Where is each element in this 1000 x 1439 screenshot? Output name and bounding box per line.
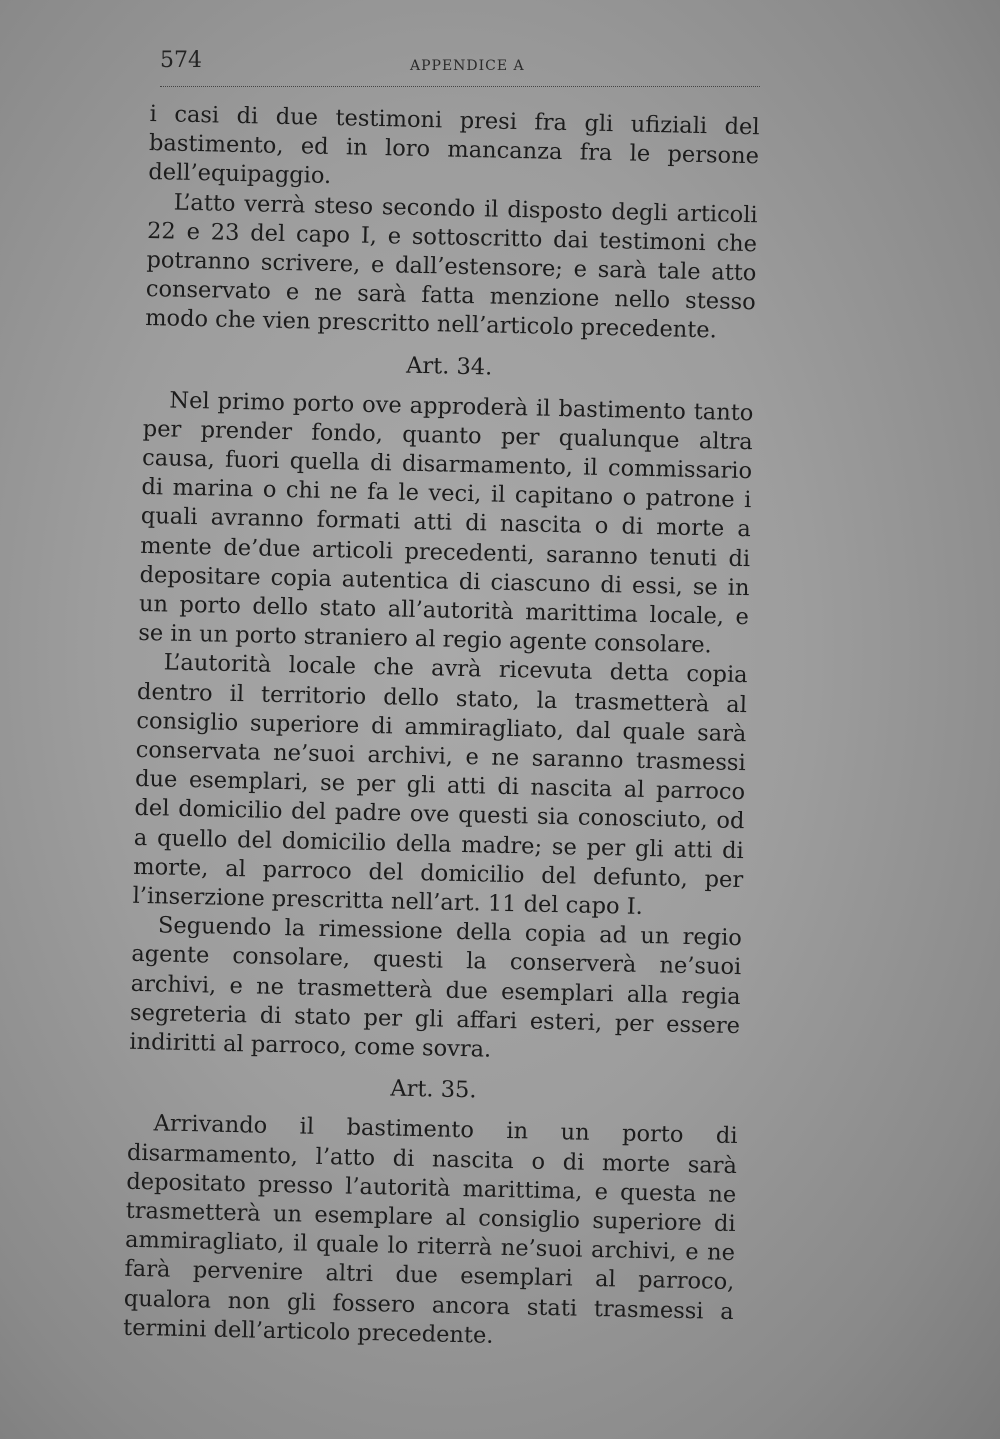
running-head: APPENDICE A [410,58,525,74]
paragraph-autorita-locale: L’autorità locale che avrà ricevuta detta copia dentro il territorio dello stato, la trasmetterà al consiglio superiore di ammiragliato, dal quale sarà conservata ne’suoi archivi, e ne saranno trasmessi due esemplari, se per gli atti di nascita al parroco del domicilio del padre ove questi sia conosciuto, od a quello del domicilio della madre; se per gli atti di morte, al parroco del domicilio del defunto, per l’inserzione prescritta nell’art. 11 del capo I. [132,649,748,921]
paragraph-continuation: i casi di due testimoni presi fra gli ufiziali del bastimento, ed in loro mancanza fra le persone dell’equipaggio. [148,100,760,190]
paragraph-primo-porto: Nel primo porto ove approderà il bastimento tanto per prender fondo, quanto per qualunque altra causa, fuori quella di disarmamento, il commissario di marina o chi ne fa le veci, il capitano o patrone i quali avranno formati atti di nascita o di morte a mente de’due articoli precedenti, saranno tenuti di depositare copia autentica di ciascuno di essi, se in un porto dello stato all’autorità marittima locale, e se in un porto straniero al regio agente consolare. [138,387,754,659]
header-rule [160,86,760,87]
page-header [160,48,760,88]
paragraph-atto-steso: L’atto verrà steso secondo il disposto degli articoli 22 e 23 del capo I, e sottoscritto dai testimoni che potranno scrivere, e dall’estensore; e sarà tale atto conservato e ne sarà fatta menzione nello stesso modo che vien prescritto nell’articolo precedente. [144,189,758,344]
paragraph-arrivando: Arrivando il bastimento in un porto di disarmamento, l’atto di nascita o di morte sarà depositato presso l’autorità marittima, e questa ne trasmetterà un esemplare al consiglio superiore di ammiragliato, il quale lo riterrà ne’suoi archivi, e ne farà pervenire altri due esemplari al parroco, qualora non gli fossero ancora stati trasmessi a termini dell’articolo precedente. [122,1110,738,1349]
article-35-heading: Art. 35. [390,1075,477,1104]
body-text [123,100,760,1356]
page-number: 574 [160,48,202,73]
article-34-heading: Art. 34. [405,352,493,381]
paragraph-seguendo: Seguendo la rimessione della copia ad un regio agente consolare, questi la conserverà ne’suoi archivi, e ne trasmetterà due esemplari alla regia segreteria di stato per gli affari esteri, per essere indiritti al parroco, come sovra. [129,912,743,1063]
